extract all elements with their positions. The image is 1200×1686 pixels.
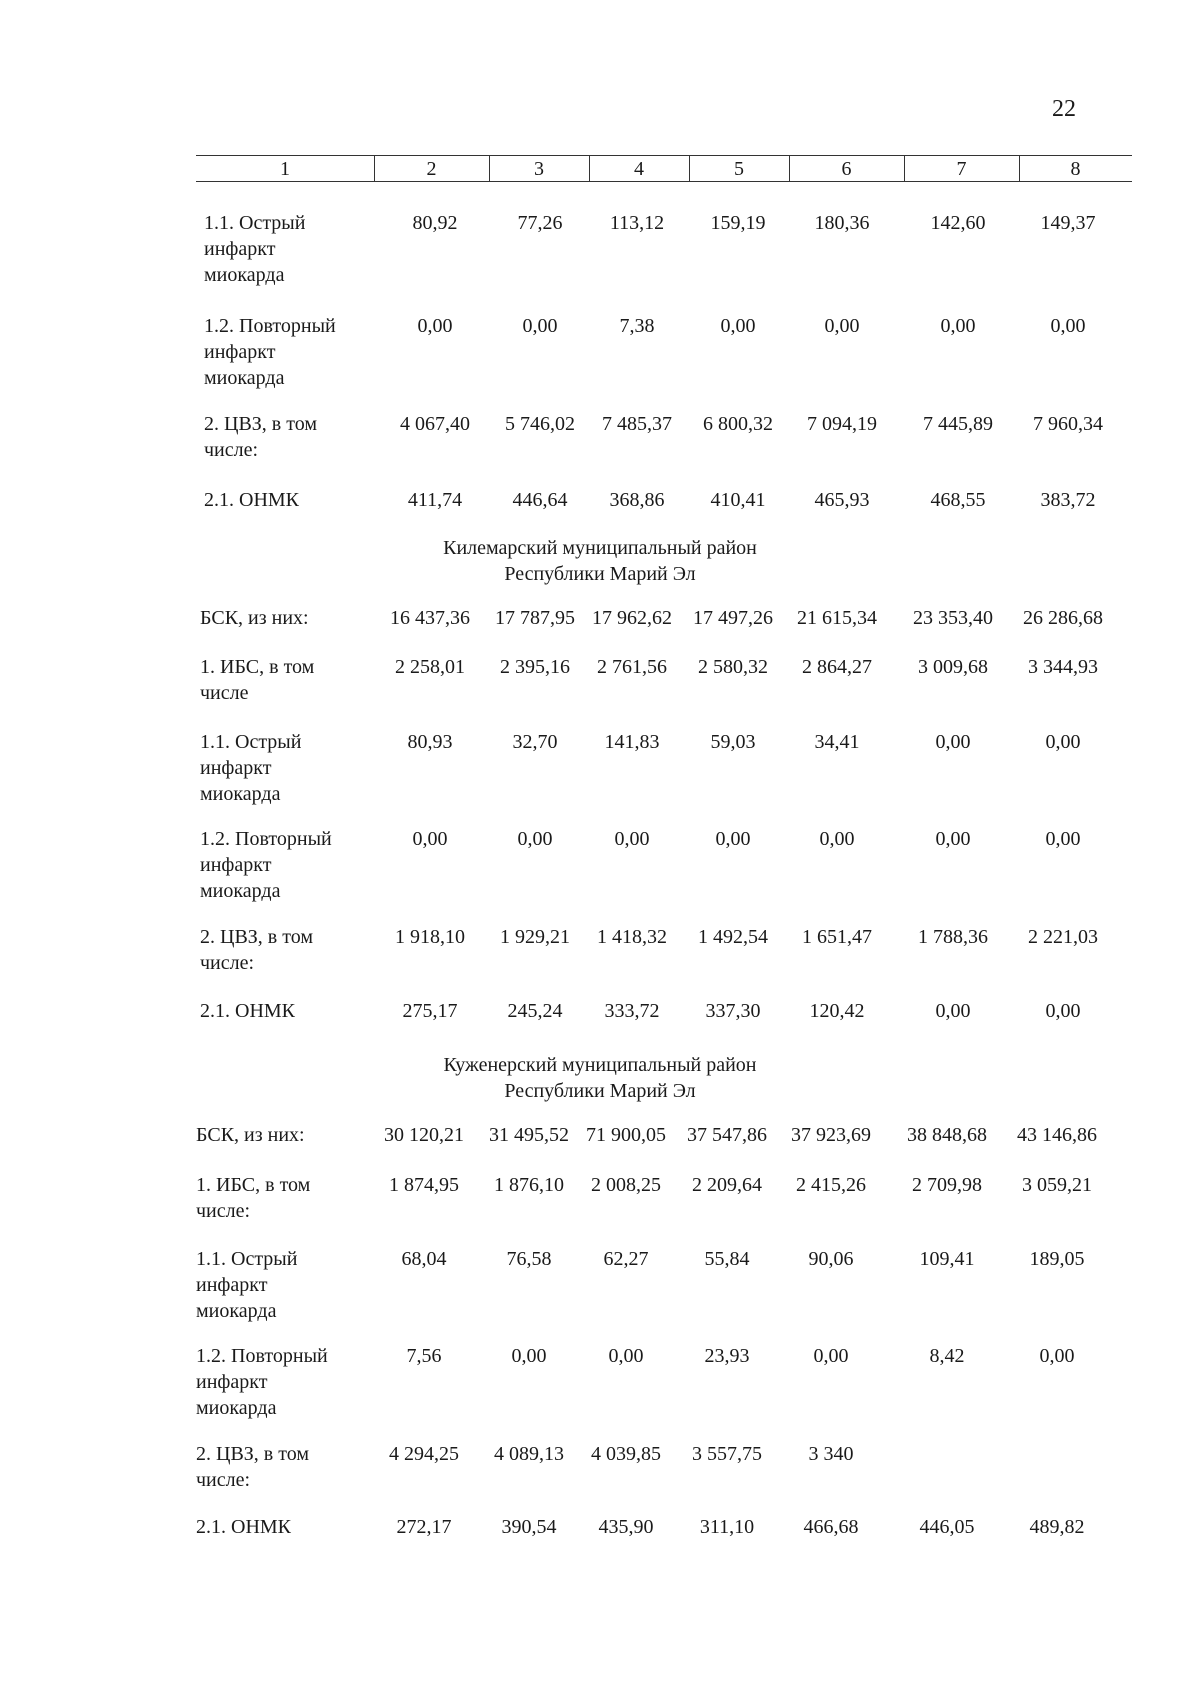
table-cell: 21 615,34 [797, 607, 877, 629]
row-label-line: 1. ИБС, в том [196, 1174, 311, 1196]
table-cell: 0,00 [1039, 1345, 1075, 1367]
header-cell: 1 [280, 158, 290, 180]
table-cell: 17 497,26 [693, 607, 773, 629]
table-cell: 489,82 [1029, 1516, 1085, 1538]
header-top-border [196, 155, 1132, 156]
row-label-line: 2. ЦВЗ, в том [200, 926, 313, 948]
table-cell: 109,41 [919, 1248, 975, 1270]
row-label [200, 924, 313, 976]
table-cell: 0,00 [1045, 828, 1081, 850]
table-cell: 59,03 [710, 731, 756, 753]
row-label-line: 1.2. Повторный [204, 315, 336, 337]
header-cell: 5 [734, 158, 744, 180]
row-label [196, 1441, 309, 1493]
table-cell: 0,00 [522, 315, 558, 337]
table-cell: 16 437,36 [390, 607, 470, 629]
table-cell: 0,00 [412, 828, 448, 850]
table-cell: 17 787,95 [495, 607, 575, 629]
row-label-line: 2.1. ОНМК [204, 489, 300, 511]
section-title: Республики Марий Эл [504, 1080, 696, 1102]
row-label-line: числе: [204, 439, 259, 461]
table-cell: 411,74 [407, 489, 463, 511]
table-cell: 180,36 [814, 212, 870, 234]
table-cell: 34,41 [814, 731, 860, 753]
table-cell: 141,83 [604, 731, 660, 753]
table-cell: 4 039,85 [591, 1443, 661, 1465]
table-cell: 465,93 [814, 489, 870, 511]
table-cell: 390,54 [501, 1516, 557, 1538]
table-cell: 0,00 [715, 828, 751, 850]
row-label [204, 210, 305, 288]
table-cell: 368,86 [609, 489, 665, 511]
row-label-line: 1.1. Острый [200, 731, 302, 753]
table-cell: 7 094,19 [807, 413, 877, 435]
row-label-line: инфаркт [196, 1274, 268, 1296]
row-label [196, 1343, 328, 1421]
table-cell: 0,00 [1045, 731, 1081, 753]
table-cell: 1 876,10 [494, 1174, 564, 1196]
row-label [204, 411, 317, 463]
page-number: 22 [1052, 96, 1076, 122]
row-label-line: 1. ИБС, в том [200, 656, 315, 678]
table-cell: 120,42 [809, 1000, 865, 1022]
row-label-line: 2.1. ОНМК [196, 1516, 292, 1538]
table-cell: 1 788,36 [918, 926, 988, 948]
row-label [200, 998, 295, 1024]
table-cell: 32,70 [512, 731, 558, 753]
table-cell: 0,00 [824, 315, 860, 337]
row-label-line: 1.2. Повторный [196, 1345, 328, 1367]
table-cell: 333,72 [604, 1000, 660, 1022]
row-label [196, 1122, 305, 1148]
section-title: Куженерский муниципальный район [443, 1054, 757, 1076]
table-cell: 7 445,89 [923, 413, 993, 435]
table-cell: 8,42 [929, 1345, 965, 1367]
header-cell: 8 [1070, 158, 1081, 180]
table-cell: 3 340 [808, 1443, 854, 1465]
table-cell: 3 059,21 [1022, 1174, 1092, 1196]
section-title: Килемарский муниципальный район [443, 537, 757, 559]
header-bottom-border [196, 181, 1132, 182]
row-label-line: 1.1. Острый [204, 212, 306, 234]
row-label-line: инфаркт [204, 341, 276, 363]
row-label [196, 1514, 291, 1540]
table-cell: 0,00 [935, 1000, 971, 1022]
table-cell: 1 418,32 [597, 926, 667, 948]
table-cell: 142,60 [930, 212, 986, 234]
row-label [204, 487, 299, 513]
row-label-line: миокарда [204, 367, 285, 389]
table-cell: 1 929,21 [500, 926, 570, 948]
table-cell: 337,30 [705, 1000, 761, 1022]
header-cell: 6 [841, 158, 852, 180]
table-cell: 2 395,16 [500, 656, 570, 678]
table-cell: 7,56 [406, 1345, 442, 1367]
table-cell: 1 651,47 [802, 926, 872, 948]
table-cell: 2 258,01 [395, 656, 465, 678]
table-cell: 23 353,40 [913, 607, 993, 629]
table-cell: 62,27 [603, 1248, 649, 1270]
table-cell: 2 221,03 [1028, 926, 1098, 948]
table-cell: 2 709,98 [912, 1174, 982, 1196]
table-cell: 26 286,68 [1023, 607, 1103, 629]
table-cell: 71 900,05 [586, 1124, 666, 1146]
table-cell: 17 962,62 [592, 607, 672, 629]
table-cell: 466,68 [803, 1516, 859, 1538]
row-label-line: 1.1. Острый [196, 1248, 298, 1270]
row-label [196, 1172, 310, 1224]
table-cell: 2 864,27 [802, 656, 872, 678]
row-label [196, 1246, 297, 1324]
table-cell: 0,00 [417, 315, 453, 337]
row-label-line: инфаркт [200, 854, 272, 876]
table-cell: 90,06 [808, 1248, 854, 1270]
table-cell: 3 009,68 [918, 656, 988, 678]
row-label-line: числе: [196, 1469, 251, 1491]
row-label [200, 605, 309, 631]
table-cell: 1 918,10 [395, 926, 465, 948]
table-cell: 7 960,34 [1033, 413, 1103, 435]
table-cell: 2 008,25 [591, 1174, 661, 1196]
row-label-line: 2. ЦВЗ, в том [196, 1443, 309, 1465]
row-label [200, 654, 314, 706]
table-cell: 55,84 [704, 1248, 750, 1270]
table-cell: 435,90 [598, 1516, 654, 1538]
table-cell: 275,17 [402, 1000, 458, 1022]
table-cell: 43 146,86 [1017, 1124, 1097, 1146]
table-cell: 4 294,25 [389, 1443, 459, 1465]
table-cell: 3 344,93 [1028, 656, 1098, 678]
row-label-line: числе: [196, 1200, 251, 1222]
row-label [200, 826, 332, 904]
row-label [204, 313, 336, 391]
row-label-line: 2. ЦВЗ, в том [204, 413, 317, 435]
table-cell: 159,19 [710, 212, 766, 234]
table-cell: 7 485,37 [602, 413, 672, 435]
row-label-line: инфаркт [204, 238, 276, 260]
table-cell: 38 848,68 [907, 1124, 987, 1146]
table-cell: 7,38 [619, 315, 655, 337]
table-cell: 0,00 [517, 828, 553, 850]
row-label-line: инфаркт [200, 757, 272, 779]
row-label-line: БСК, из них: [196, 1124, 305, 1146]
table-cell: 410,41 [710, 489, 766, 511]
table-cell: 80,93 [407, 731, 453, 753]
table-cell: 3 557,75 [692, 1443, 762, 1465]
row-label-line: миокарда [200, 880, 281, 902]
table-cell: 0,00 [935, 731, 971, 753]
row-label-line: 1.2. Повторный [200, 828, 332, 850]
table-cell: 76,58 [506, 1248, 552, 1270]
table-cell: 6 800,32 [703, 413, 773, 435]
table-cell: 0,00 [819, 828, 855, 850]
table-cell: 2 580,32 [698, 656, 768, 678]
table-cell: 77,26 [517, 212, 563, 234]
table-cell: 113,12 [609, 212, 665, 234]
table-cell: 68,04 [401, 1248, 447, 1270]
table-cell: 23,93 [704, 1345, 750, 1367]
table-cell: 0,00 [813, 1345, 849, 1367]
table-cell: 2 209,64 [692, 1174, 762, 1196]
table-cell: 31 495,52 [489, 1124, 569, 1146]
header-cell: 7 [956, 158, 967, 180]
header-cell: 4 [634, 158, 644, 180]
table-cell: 1 874,95 [389, 1174, 459, 1196]
table-cell: 37 547,86 [687, 1124, 767, 1146]
table-cell: 0,00 [1045, 1000, 1081, 1022]
table-header [196, 155, 1132, 181]
row-label-line: 2.1. ОНМК [200, 1000, 296, 1022]
table-cell: 189,05 [1029, 1248, 1085, 1270]
table-cell: 0,00 [511, 1345, 547, 1367]
table-cell: 0,00 [608, 1345, 644, 1367]
table-cell: 4 089,13 [494, 1443, 564, 1465]
table-cell: 1 492,54 [698, 926, 768, 948]
row-label-line: миокарда [200, 783, 281, 805]
table-cell: 30 120,21 [384, 1124, 464, 1146]
row-label [200, 729, 301, 807]
section-title: Республики Марий Эл [504, 563, 696, 585]
table-cell: 446,64 [512, 489, 568, 511]
row-label-line: БСК, из них: [200, 607, 309, 629]
row-label-line: миокарда [204, 264, 285, 286]
row-label-line: числе [200, 682, 249, 704]
table-cell: 0,00 [940, 315, 976, 337]
table-cell: 311,10 [699, 1516, 755, 1538]
table-cell: 446,05 [919, 1516, 975, 1538]
table-cell: 37 923,69 [791, 1124, 871, 1146]
table-cell: 2 761,56 [597, 656, 667, 678]
table-cell: 383,72 [1040, 489, 1096, 511]
table-cell: 5 746,02 [505, 413, 575, 435]
table-cell: 245,24 [507, 1000, 563, 1022]
table-cell: 0,00 [935, 828, 971, 850]
table-cell: 80,92 [412, 212, 458, 234]
row-label-line: миокарда [196, 1397, 277, 1419]
row-label-line: инфаркт [196, 1371, 268, 1393]
table-cell: 0,00 [614, 828, 650, 850]
header-cell: 2 [426, 158, 437, 180]
table-cell: 149,37 [1040, 212, 1096, 234]
header-cell: 3 [534, 158, 544, 180]
row-label-line: числе: [200, 952, 255, 974]
table-cell: 4 067,40 [400, 413, 470, 435]
row-label-line: миокарда [196, 1300, 277, 1322]
table-cell: 272,17 [396, 1516, 452, 1538]
table-cell: 0,00 [720, 315, 756, 337]
table-cell: 2 415,26 [796, 1174, 866, 1196]
table-cell: 468,55 [930, 489, 986, 511]
table-cell: 0,00 [1050, 315, 1086, 337]
